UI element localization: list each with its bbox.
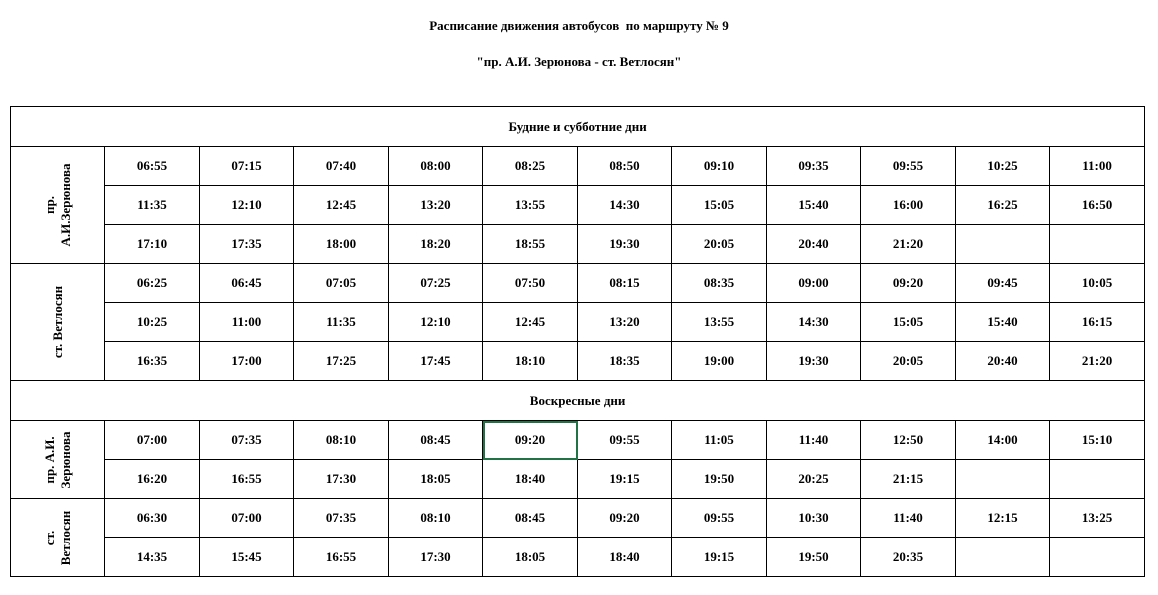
departure-time-cell[interactable]: 07:15 xyxy=(200,147,294,186)
departure-time-cell[interactable]: 19:50 xyxy=(767,538,861,577)
section-label: Воскресные дни xyxy=(11,381,1145,421)
stop-name xyxy=(42,510,74,565)
departure-time-cell[interactable]: 12:45 xyxy=(483,303,578,342)
stop-name-line: пр. А.И. xyxy=(41,435,57,484)
departure-time-cell[interactable]: 15:05 xyxy=(861,303,956,342)
stop-name-cell xyxy=(11,264,105,381)
departure-time-cell[interactable]: 08:45 xyxy=(483,499,578,538)
section-header-row xyxy=(11,107,1145,147)
departure-time-cell[interactable]: 19:30 xyxy=(767,342,861,381)
table-row xyxy=(11,460,1145,499)
stop-name-line: Ветлосян xyxy=(57,510,73,565)
departure-time-cell[interactable]: 18:35 xyxy=(578,342,672,381)
departure-time-cell[interactable]: 18:05 xyxy=(483,538,578,577)
departure-time-cell[interactable]: 10:25 xyxy=(105,303,200,342)
departure-time-cell[interactable]: 20:40 xyxy=(956,342,1050,381)
departure-time-cell[interactable]: 13:25 xyxy=(1050,499,1145,538)
stop-name-line: ст. Ветлосян xyxy=(49,285,65,359)
departure-time-cell[interactable]: 09:35 xyxy=(767,147,861,186)
departure-time-cell[interactable]: 17:45 xyxy=(389,342,483,381)
departure-time-cell[interactable]: 07:00 xyxy=(105,421,200,460)
table-row xyxy=(11,225,1145,264)
departure-time-cell[interactable]: 18:00 xyxy=(294,225,389,264)
departure-time-cell[interactable]: 20:35 xyxy=(861,538,956,577)
departure-time-cell[interactable]: 12:10 xyxy=(200,186,294,225)
departure-time-cell[interactable] xyxy=(1050,460,1145,499)
departure-time-cell[interactable]: 21:20 xyxy=(1050,342,1145,381)
schedule-title: Расписание движения автобусов по маршруту № 9 xyxy=(429,18,729,33)
departure-time-cell[interactable]: 09:00 xyxy=(767,264,861,303)
departure-time-cell[interactable]: 07:40 xyxy=(294,147,389,186)
departure-time-cell[interactable]: 21:15 xyxy=(861,460,956,499)
departure-time-cell[interactable] xyxy=(1050,225,1145,264)
departure-time-cell[interactable]: 21:20 xyxy=(861,225,956,264)
departure-time-cell[interactable]: 13:20 xyxy=(389,186,483,225)
departure-time-cell[interactable] xyxy=(956,538,1050,577)
departure-time-cell[interactable]: 11:40 xyxy=(861,499,956,538)
departure-time-cell[interactable]: 17:30 xyxy=(294,460,389,499)
table-row xyxy=(11,147,1145,186)
departure-time-cell[interactable]: 18:20 xyxy=(389,225,483,264)
departure-time-cell[interactable]: 15:40 xyxy=(956,303,1050,342)
departure-time-cell[interactable]: 19:00 xyxy=(672,342,767,381)
departure-time-cell[interactable]: 16:15 xyxy=(1050,303,1145,342)
departure-time-cell[interactable]: 13:20 xyxy=(578,303,672,342)
departure-time-cell[interactable]: 13:55 xyxy=(483,186,578,225)
departure-time-cell[interactable]: 14:35 xyxy=(105,538,200,577)
stop-name-cell xyxy=(11,147,105,264)
table-row xyxy=(11,342,1145,381)
departure-time-cell[interactable]: 09:20 xyxy=(578,499,672,538)
departure-time-cell[interactable]: 10:05 xyxy=(1050,264,1145,303)
departure-time-cell[interactable]: 15:10 xyxy=(1050,421,1145,460)
departure-time-cell[interactable]: 06:45 xyxy=(200,264,294,303)
departure-time-cell[interactable]: 07:35 xyxy=(200,421,294,460)
table-row xyxy=(11,303,1145,342)
departure-time-cell[interactable]: 10:30 xyxy=(767,499,861,538)
stop-name xyxy=(50,286,66,358)
departure-time-cell[interactable]: 20:05 xyxy=(861,342,956,381)
stop-name xyxy=(42,431,74,488)
departure-time-cell[interactable]: 07:25 xyxy=(389,264,483,303)
departure-time-cell[interactable]: 14:30 xyxy=(767,303,861,342)
departure-time-cell[interactable]: 13:55 xyxy=(672,303,767,342)
departure-time-cell[interactable]: 14:00 xyxy=(956,421,1050,460)
departure-time-cell[interactable]: 18:10 xyxy=(483,342,578,381)
departure-time-cell[interactable]: 17:25 xyxy=(294,342,389,381)
departure-time-cell[interactable]: 11:00 xyxy=(1050,147,1145,186)
departure-time-cell[interactable]: 19:15 xyxy=(672,538,767,577)
departure-time-cell[interactable]: 18:05 xyxy=(389,460,483,499)
departure-time-cell[interactable]: 11:05 xyxy=(672,421,767,460)
table-row xyxy=(11,421,1145,460)
stop-name-line: А.И.Зерюнова xyxy=(57,163,73,247)
departure-time-cell[interactable]: 17:30 xyxy=(389,538,483,577)
departure-time-cell[interactable]: 16:55 xyxy=(200,460,294,499)
departure-time-cell[interactable] xyxy=(956,460,1050,499)
departure-time-cell[interactable]: 08:10 xyxy=(389,499,483,538)
departure-time-cell[interactable]: 19:15 xyxy=(578,460,672,499)
table-row xyxy=(11,499,1145,538)
departure-time-cell[interactable] xyxy=(956,225,1050,264)
stop-name-cell xyxy=(11,421,105,499)
departure-time-cell[interactable]: 09:20 xyxy=(861,264,956,303)
departure-time-cell[interactable] xyxy=(1050,538,1145,577)
departure-time-cell[interactable]: 16:50 xyxy=(1050,186,1145,225)
departure-time-cell[interactable]: 15:45 xyxy=(200,538,294,577)
section-header-row xyxy=(11,381,1145,421)
departure-time-cell[interactable]: 15:40 xyxy=(767,186,861,225)
departure-time-cell[interactable]: 12:50 xyxy=(861,421,956,460)
departure-time-cell[interactable]: 11:40 xyxy=(767,421,861,460)
departure-time-cell[interactable]: 12:15 xyxy=(956,499,1050,538)
stop-name xyxy=(42,164,74,247)
departure-time-cell[interactable]: 06:25 xyxy=(105,264,200,303)
departure-time-cell[interactable]: 09:55 xyxy=(672,499,767,538)
departure-time-cell[interactable]: 08:45 xyxy=(389,421,483,460)
departure-time-cell[interactable]: 07:00 xyxy=(200,499,294,538)
departure-time-cell[interactable]: 06:55 xyxy=(105,147,200,186)
departure-time-cell[interactable]: 18:40 xyxy=(578,538,672,577)
departure-time-cell[interactable]: 18:55 xyxy=(483,225,578,264)
departure-time-cell[interactable]: 09:10 xyxy=(672,147,767,186)
stop-name-line: ст. xyxy=(41,530,57,545)
departure-time-cell[interactable]: 09:55 xyxy=(578,421,672,460)
departure-time-cell[interactable]: 17:35 xyxy=(200,225,294,264)
departure-time-cell[interactable]: 09:55 xyxy=(861,147,956,186)
departure-time-cell[interactable]: 17:00 xyxy=(200,342,294,381)
stop-name-line: пр. xyxy=(41,196,57,214)
stop-name-line: Зерюнова xyxy=(57,431,73,488)
departure-time-cell[interactable]: 16:55 xyxy=(294,538,389,577)
departure-time-cell[interactable]: 11:00 xyxy=(200,303,294,342)
departure-time-cell[interactable]: 12:10 xyxy=(389,303,483,342)
departure-time-cell[interactable]: 08:15 xyxy=(578,264,672,303)
departure-time-cell[interactable]: 20:40 xyxy=(767,225,861,264)
departure-time-cell[interactable]: 18:40 xyxy=(483,460,578,499)
section-label: Будние и субботние дни xyxy=(11,107,1145,147)
departure-time-cell[interactable]: 14:30 xyxy=(578,186,672,225)
departure-time-cell[interactable]: 08:50 xyxy=(578,147,672,186)
departure-time-cell[interactable]: 08:00 xyxy=(389,147,483,186)
departure-time-cell[interactable]: 12:45 xyxy=(294,186,389,225)
departure-time-cell[interactable]: 11:35 xyxy=(294,303,389,342)
table-row xyxy=(11,538,1145,577)
departure-time-cell[interactable]: 16:25 xyxy=(956,186,1050,225)
departure-time-cell[interactable]: 06:30 xyxy=(105,499,200,538)
route-name: "пр. А.И. Зерюнова - ст. Ветлосян" xyxy=(476,54,682,69)
departure-time-cell[interactable]: 08:25 xyxy=(483,147,578,186)
departure-time-cell[interactable]: 11:35 xyxy=(105,186,200,225)
departure-time-cell[interactable]: 19:30 xyxy=(578,225,672,264)
departure-time-cell[interactable]: 20:25 xyxy=(767,460,861,499)
departure-time-cell[interactable]: 20:05 xyxy=(672,225,767,264)
departure-time-cell[interactable]: 07:50 xyxy=(483,264,578,303)
table-row xyxy=(11,186,1145,225)
departure-time-cell[interactable]: 16:00 xyxy=(861,186,956,225)
departure-time-cell[interactable]: 17:10 xyxy=(105,225,200,264)
departure-time-cell[interactable]: 07:05 xyxy=(294,264,389,303)
stop-name-cell xyxy=(11,499,105,577)
departure-time-cell[interactable]: 15:05 xyxy=(672,186,767,225)
departure-time-cell[interactable]: 19:50 xyxy=(672,460,767,499)
departure-time-cell[interactable]: 07:35 xyxy=(294,499,389,538)
table-row xyxy=(11,264,1145,303)
departure-time-cell[interactable]: 08:35 xyxy=(672,264,767,303)
departure-time-cell[interactable]: 09:45 xyxy=(956,264,1050,303)
schedule-table xyxy=(10,106,1145,577)
departure-time-cell[interactable]: 16:35 xyxy=(105,342,200,381)
departure-time-cell[interactable]: 08:10 xyxy=(294,421,389,460)
departure-time-cell[interactable]: 16:20 xyxy=(105,460,200,499)
departure-time-cell[interactable]: 10:25 xyxy=(956,147,1050,186)
departure-time-cell[interactable]: 09:20 xyxy=(483,421,578,460)
